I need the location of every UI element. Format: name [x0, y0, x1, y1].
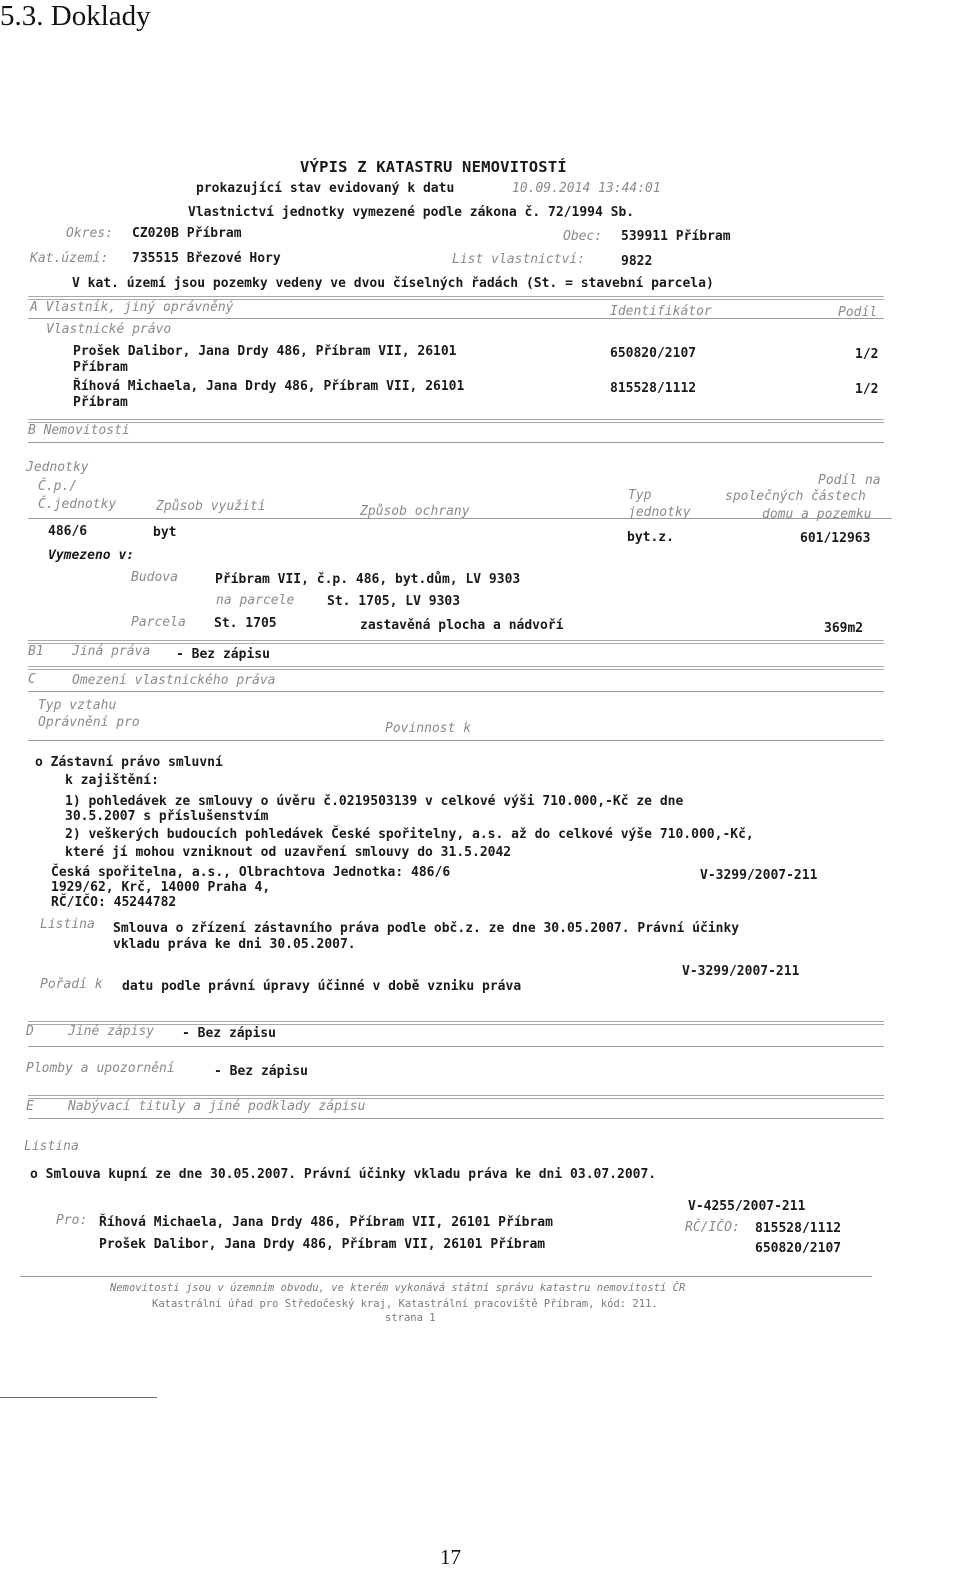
rc-label: RČ/IČO: [685, 1220, 740, 1235]
lv-label: List vlastnictví: [452, 252, 586, 267]
obec-value: 539911 Příbram [621, 229, 731, 244]
owner-2-id: 815528/1112 [610, 381, 697, 396]
footer-line-2: Katastrální úřad pro Středočeský kraj, Katastrální pracoviště Příbram, kód: 211. [152, 1298, 658, 1310]
budova-label: Budova [131, 570, 178, 585]
state-datetime: 10.09.2014 13:44:01 [512, 181, 661, 196]
divider [28, 1046, 884, 1047]
listina-line-2: vkladu práva ke dni 30.05.2007. [113, 937, 356, 952]
owner-2-share: 1/2 [855, 382, 879, 397]
listina-line-1: Smlouva o zřízení zástavního práva podle obč.z. ze dne 30.05.2007. Právní účinky [113, 921, 740, 936]
col-identifikator: Identifikátor [610, 304, 712, 319]
owner-2-line-1: Říhová Michaela, Jana Drdy 486, Příbram VII, 26101 [73, 379, 465, 394]
unit-type: byt.z. [627, 530, 674, 545]
parcela-area: 369m2 [824, 621, 864, 636]
col-typ-1: Typ [628, 488, 652, 503]
col-podil-1: Podíl na [818, 473, 881, 488]
poradi-value: datu podle právní úpravy účinné v době vzniku práva [122, 979, 522, 994]
parcela-use: zastavěná plocha a nádvoří [360, 618, 564, 633]
section-b1-value: - Bez zápisu [176, 647, 270, 662]
divider [28, 1021, 884, 1025]
lv-value: 9822 [621, 254, 653, 269]
owner-1-id: 650820/2107 [610, 346, 697, 361]
obec-label: Obec: [563, 229, 603, 244]
listina-ref: V-3299/2007-211 [682, 964, 800, 979]
divider [0, 1397, 157, 1398]
section-b1-code: B1 [28, 644, 44, 659]
budova-value: Příbram VII, č.p. 486, byt.dům, LV 9303 [215, 572, 521, 587]
section-e-code: E [26, 1099, 34, 1114]
okres-label: Okres: [66, 226, 113, 241]
divider [28, 518, 892, 519]
poradi-label: Pořadí k [40, 977, 103, 992]
document-title: VÝPIS Z KATASTRU NEMOVITOSTÍ [300, 158, 567, 176]
col-cp-2: Č.jednotky [38, 497, 117, 512]
section-b1-label: Jiná práva [72, 644, 151, 659]
typ-vztahu-label: Typ vztahu [38, 698, 117, 713]
divider [28, 442, 884, 443]
footer-line-3: strana 1 [385, 1312, 436, 1324]
state-line: prokazující stav evidovaný k datu [196, 181, 455, 196]
note-line: V kat. území jsou pozemky vedeny ve dvou číselných řadách (St. = stavební parcela) [72, 276, 714, 291]
law-line: Vlastnictví jednotky vymezené podle zákona č. 72/1994 Sb. [188, 205, 635, 220]
col-podil: Podíl [838, 305, 878, 320]
rc-1: 815528/1112 [755, 1221, 842, 1236]
divider [28, 318, 884, 319]
divider [28, 640, 884, 644]
plomby-label: Plomby a upozornění [26, 1061, 175, 1076]
pro-line-2: Prošek Dalibor, Jana Drdy 486, Příbram VII, 26101 Příbram [99, 1237, 546, 1252]
listina-label: Listina [40, 917, 95, 932]
katuzemi-label: Kat.území: [30, 251, 109, 266]
col-podil-2: společných částech [725, 489, 866, 504]
section-b-label: B Nemovitosti [28, 423, 130, 438]
creditor-ref: V-3299/2007-211 [700, 868, 818, 883]
plomby-value: - Bez zápisu [214, 1064, 308, 1079]
col-typ-2: jednotky [628, 505, 691, 520]
parcela-label: Parcela [131, 615, 186, 630]
parcela-value: St. 1705 [214, 616, 277, 631]
rc-2: 650820/2107 [755, 1241, 842, 1256]
claim-1-line-2: 30.5.2007 s příslušenstvím [65, 809, 269, 824]
section-c-label: Omezení vlastnického práva [72, 673, 276, 688]
section-d-code: D [26, 1024, 34, 1039]
unit-number: 486/6 [48, 524, 88, 539]
creditor-line-2: 1929/62, Krč, 14000 Praha 4, [51, 880, 271, 895]
footer-line-1: Nemovitosti jsou v územním obvodu, ve kterém vykonává státní správu katastru nemovitostí ČR [110, 1282, 686, 1294]
section-d-label: Jiné zápisy [68, 1024, 155, 1039]
katuzemi-value: 735515 Březové Hory [132, 251, 281, 266]
vlastnicke-pravo-label: Vlastnické právo [46, 322, 172, 337]
claim-2-line-2: které jí mohou vzniknout od uzavření smlouvy do 31.5.2042 [65, 845, 512, 860]
owner-2-line-2: Příbram [73, 395, 128, 410]
unit-use: byt [153, 525, 177, 540]
purchase-contract: o Smlouva kupní ze dne 30.05.2007. Právní účinky vkladu práva ke dni 03.07.2007. [30, 1167, 657, 1182]
na-parcele-value: St. 1705, LV 9303 [327, 594, 461, 609]
col-zpusob-ochrany: Způsob ochrany [360, 504, 470, 519]
divider [28, 740, 884, 741]
col-zpusob-vyuziti: Způsob využití [156, 499, 266, 514]
lien-title: o Zástavní právo smluvní [35, 755, 223, 770]
okres-value: CZ020B Příbram [132, 226, 242, 241]
divider [28, 691, 884, 692]
owner-1-share: 1/2 [855, 347, 879, 362]
section-c-code: C [28, 672, 36, 687]
vymezeno-label: Vymezeno v: [48, 548, 135, 563]
k-zajisteni: k zajištění: [65, 773, 159, 788]
pro-label: Pro: [56, 1213, 88, 1228]
section-e-label: Nabývací tituly a jiné podklady zápisu [68, 1099, 366, 1114]
opravneni-pro-label: Oprávnění pro [38, 715, 140, 730]
page-number: 17 [440, 1545, 461, 1569]
claim-1-line-1: 1) pohledávek ze smlouvy o úvěru č.0219503139 v celkové výši 710.000,-Kč ze dne [65, 794, 684, 809]
section-d-value: - Bez zápisu [182, 1026, 276, 1041]
creditor-line-3: RČ/IČO: 45244782 [51, 895, 177, 910]
owner-1-line-2: Příbram [73, 360, 128, 375]
purchase-ref: V-4255/2007-211 [688, 1199, 806, 1214]
divider [20, 1276, 872, 1277]
pro-line-1: Říhová Michaela, Jana Drdy 486, Příbram VII, 26101 Příbram [99, 1215, 553, 1230]
unit-share: 601/12963 [800, 531, 871, 546]
jednotky-label: Jednotky [26, 460, 89, 475]
col-cp-1: Č.p./ [38, 479, 78, 494]
claim-2-line-1: 2) veškerých budoucích pohledávek České spořitelny, a.s. až do celkové výše 710.000,-Kč, [65, 827, 754, 842]
povinnost-k-label: Povinnost k [385, 721, 472, 736]
divider [28, 1118, 884, 1119]
creditor-line-1: Česká spořitelna, a.s., Olbrachtova Jednotka: 486/6 [51, 865, 451, 880]
col-podil-3: domu a pozemku [762, 507, 872, 522]
e-listina-label: Listina [24, 1139, 79, 1154]
section-a-label: A Vlastník, jiný oprávněný [30, 300, 234, 315]
owner-1-line-1: Prošek Dalibor, Jana Drdy 486, Příbram VII, 26101 [73, 344, 457, 359]
na-parcele-label: na parcele [216, 593, 295, 608]
divider [28, 666, 884, 670]
section-heading: 5.3. Doklady [0, 0, 151, 32]
divider [28, 419, 884, 423]
